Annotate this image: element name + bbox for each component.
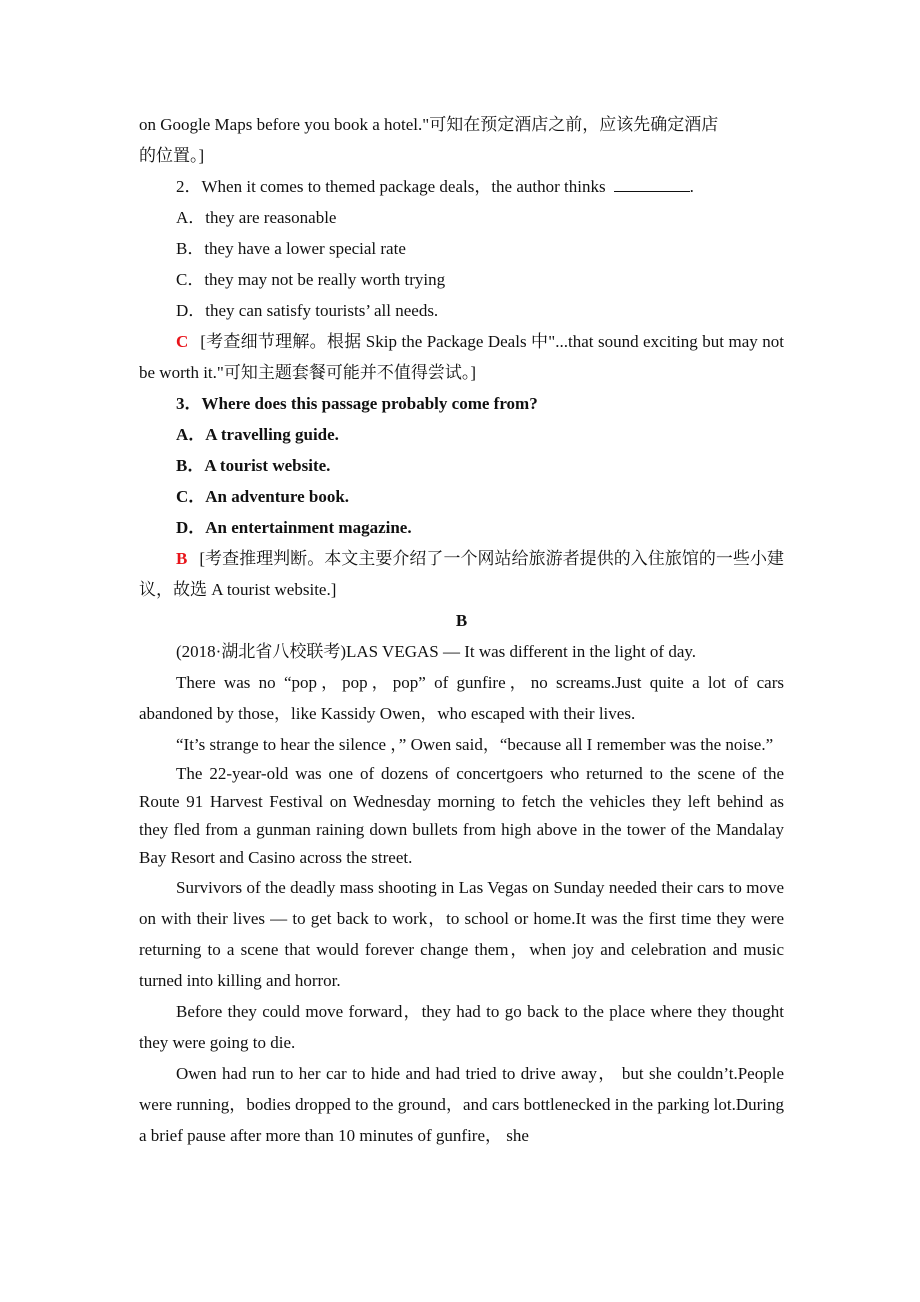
document-page bbox=[139, 109, 784, 1151]
question-3 bbox=[139, 388, 784, 605]
section-b-source: (2018·湖北省八校联考)LAS VEGAS — It was different in the light of day. bbox=[176, 642, 697, 661]
section-b bbox=[139, 605, 784, 1151]
previous-explanation-continuation bbox=[139, 109, 784, 171]
question-2-stem bbox=[139, 171, 784, 202]
passage-paragraph-4: Survivors of the deadly mass shooting in Las Vegas on Sunday needed their cars to move on with their lives — to get back to work，to school or home.It was the first time they were returning to a scene that would forever change them，when joy and celebration and music turned into killing and horror. bbox=[139, 878, 784, 990]
question-3-option-b: B．A tourist website. bbox=[176, 456, 331, 475]
question-2-stem-end: . bbox=[689, 177, 694, 196]
question-3-explanation-text: [考查推理判断。本文主要介绍了一个网站给旅游者提供的入住旅馆的一些小建议，故选 A tourist website.] bbox=[139, 549, 784, 599]
question-2-explanation-text: [考查细节理解。根据 Skip the Package Deals 中"...that sound exciting but may not be worth it."可知主题套餐可能并不值得尝试。] bbox=[139, 332, 784, 382]
continuation-line-2: 的位置。] bbox=[139, 146, 205, 165]
answer-blank bbox=[614, 175, 690, 192]
passage-paragraph-3: The 22-year-old was one of dozens of concertgoers who returned to the scene of the Route 91 Harvest Festival on Wednesday morning to fetch the vehicles they left behind as they fled from a gunman raining down bullets from high above in the tower of the Mandalay Bay Resort and Casino across the street. bbox=[139, 764, 784, 867]
question-3-stem: 3．Where does this passage probably come from? bbox=[176, 394, 538, 413]
passage-paragraph-2: “It’s strange to hear the silence ，” Owen said，“because all I remember was the noise.” bbox=[176, 735, 774, 754]
question-2-answer: C bbox=[176, 332, 189, 351]
continuation-line-1: on Google Maps before you book a hotel."可知在预定酒店之前，应该先确定酒店 bbox=[139, 115, 719, 134]
question-2-option-c: C．they may not be really worth trying bbox=[176, 270, 446, 289]
question-2-option-a: A．they are reasonable bbox=[176, 208, 337, 227]
question-2-option-b: B．they have a lower special rate bbox=[176, 239, 406, 258]
question-2 bbox=[139, 171, 784, 388]
passage-paragraph-5: Before they could move forward，they had to go back to the place where they thought they were going to die. bbox=[139, 1002, 784, 1052]
question-3-option-c: C．An adventure book. bbox=[176, 487, 350, 506]
question-3-option-d: D．An entertainment magazine. bbox=[176, 518, 412, 537]
question-3-answer-explanation bbox=[139, 543, 784, 605]
question-2-option-d: D．they can satisfy tourists’ all needs. bbox=[176, 301, 439, 320]
question-2-answer-explanation bbox=[139, 326, 784, 388]
question-3-option-a: A．A travelling guide. bbox=[176, 425, 339, 444]
question-3-answer: B bbox=[176, 549, 188, 568]
passage-paragraph-1: There was no “pop，pop，pop” of gunfire，no screams.Just quite a lot of cars abandoned by those，like Kassidy Owen，who escaped with their lives. bbox=[139, 673, 784, 723]
section-b-heading: B bbox=[455, 611, 468, 630]
question-2-stem-text: 2．When it comes to themed package deals，the author thinks bbox=[176, 177, 606, 196]
passage-paragraph-6: Owen had run to her car to hide and had tried to drive away， but she couldn’t.People were running，bodies dropped to the ground，and cars bottlenecked in the parking lot.During a brief pause after more than 10 minutes of gunfire， she bbox=[139, 1064, 784, 1145]
